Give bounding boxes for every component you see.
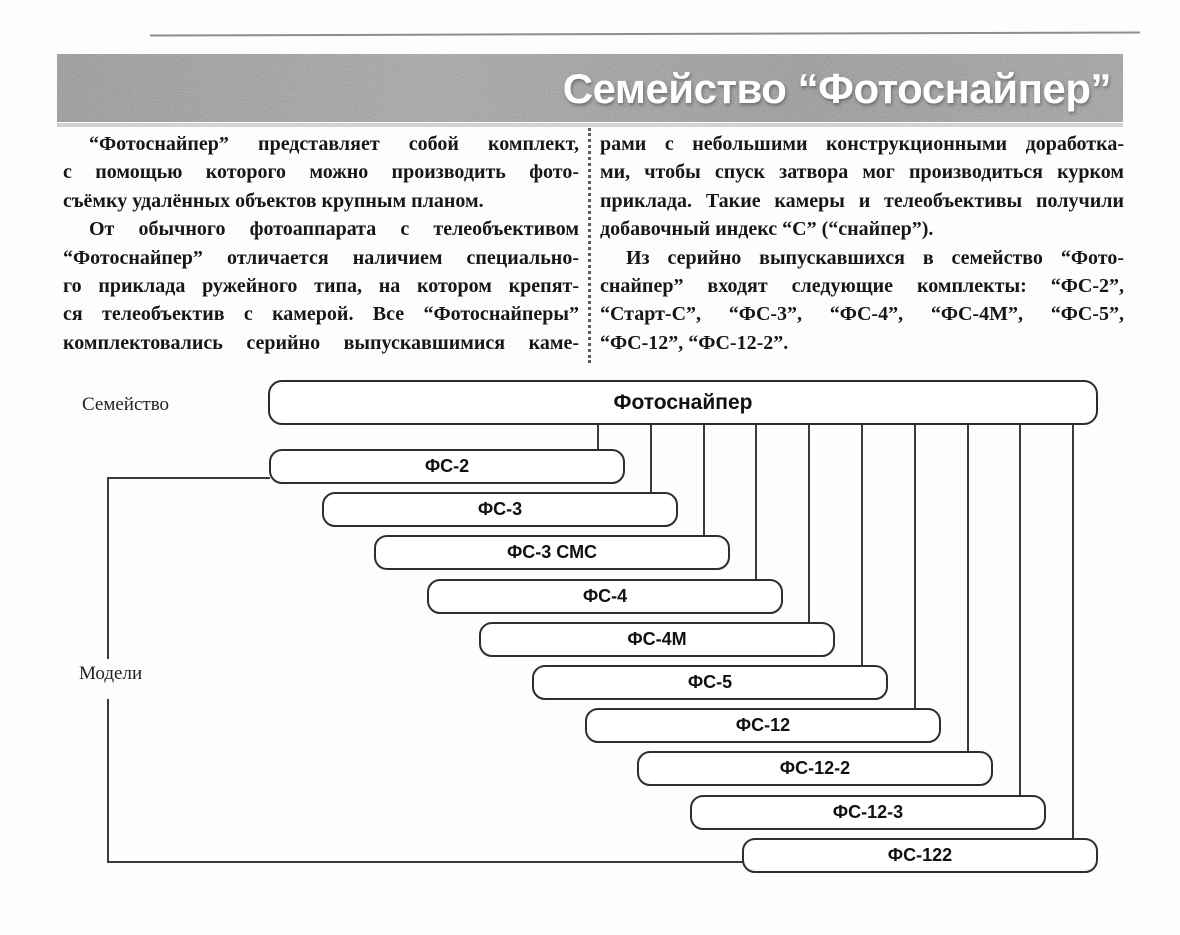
- connector-line: [650, 424, 652, 494]
- connector-line: [1072, 424, 1074, 840]
- text-line: “Фотоснайпер” отличается наличием специально-: [63, 246, 579, 269]
- diagram-model-box: ФС-122: [742, 838, 1098, 873]
- connector-line: [703, 424, 705, 537]
- text-line: го приклада ружейного типа, на котором крепят-: [63, 274, 579, 297]
- text-line: приклада. Такие камеры и телеобъективы получили: [600, 189, 1124, 212]
- text-line: рами с небольшими конструкционными доработка-: [600, 133, 1124, 155]
- text-line: снайпер” входят следующие комплекты: “ФС-2”,: [600, 274, 1124, 297]
- diagram-model-box: ФС-4: [427, 579, 783, 614]
- page-title: Семейство “Фотоснайпер”: [562, 65, 1111, 112]
- connector-line: [755, 424, 757, 581]
- text-column-left: [63, 130, 579, 357]
- text-line: От обычного фотоаппарата с телеобъективом: [89, 218, 579, 241]
- text-line: Из серийно выпускавшихся в семейство “Фото-: [626, 246, 1124, 269]
- top-rule: [150, 31, 1140, 36]
- bracket-hline-top: [107, 477, 270, 479]
- title-banner: [57, 54, 1123, 122]
- diagram-model-box: ФС-12-2: [637, 751, 993, 786]
- diagram-model-box: ФС-2: [269, 449, 625, 484]
- diagram-model-box: ФС-12-3: [690, 795, 1046, 830]
- bracket-vline-lower: [107, 699, 109, 862]
- connector-line: [861, 424, 863, 667]
- banner-underline: [57, 123, 1123, 127]
- connector-line: [808, 424, 810, 624]
- connector-line: [597, 424, 599, 451]
- diagram-model-box: ФС-4М: [479, 622, 835, 657]
- text-line: “Старт-С”, “ФС-3”, “ФС-4”, “ФС-4М”, “ФС-5”,: [600, 303, 1124, 326]
- text-line: с помощью которого можно производить фото-: [63, 161, 579, 184]
- diagram-model-box: ФС-5: [532, 665, 888, 700]
- connector-line: [914, 424, 916, 710]
- text-line: добавочный индекс “С” (“снайпер”).: [600, 218, 934, 241]
- diagram-model-box: ФС-3: [322, 492, 678, 527]
- text-line: комплектовались серийно выпускавшимися каме-: [63, 331, 579, 354]
- models-label: Модели: [76, 662, 145, 686]
- family-label: Семейство: [79, 393, 172, 417]
- connector-line: [1019, 424, 1021, 797]
- text-line: ми, чтобы спуск затвора мог производиться курком: [600, 161, 1124, 184]
- diagram-model-box: ФС-12: [585, 708, 941, 743]
- text-line: “Фотоснайпер” представляет собой комплект,: [89, 133, 579, 155]
- bracket-vline-upper: [107, 478, 109, 659]
- text-line: съёмку удалённых объектов крупным планом.: [63, 189, 484, 212]
- diagram-model-box: ФС-3 СМС: [374, 535, 730, 570]
- connector-line: [967, 424, 969, 753]
- text-column-right: [600, 130, 1124, 357]
- column-divider: [588, 128, 591, 363]
- bracket-hline-bottom: [107, 861, 743, 863]
- diagram-root-box: Фотоснайпер: [268, 380, 1098, 425]
- text-line: ся телеобъектив с камерой. Все “Фотоснайперы”: [63, 303, 579, 326]
- text-line: “ФС-12”, “ФС-12-2”.: [600, 331, 789, 354]
